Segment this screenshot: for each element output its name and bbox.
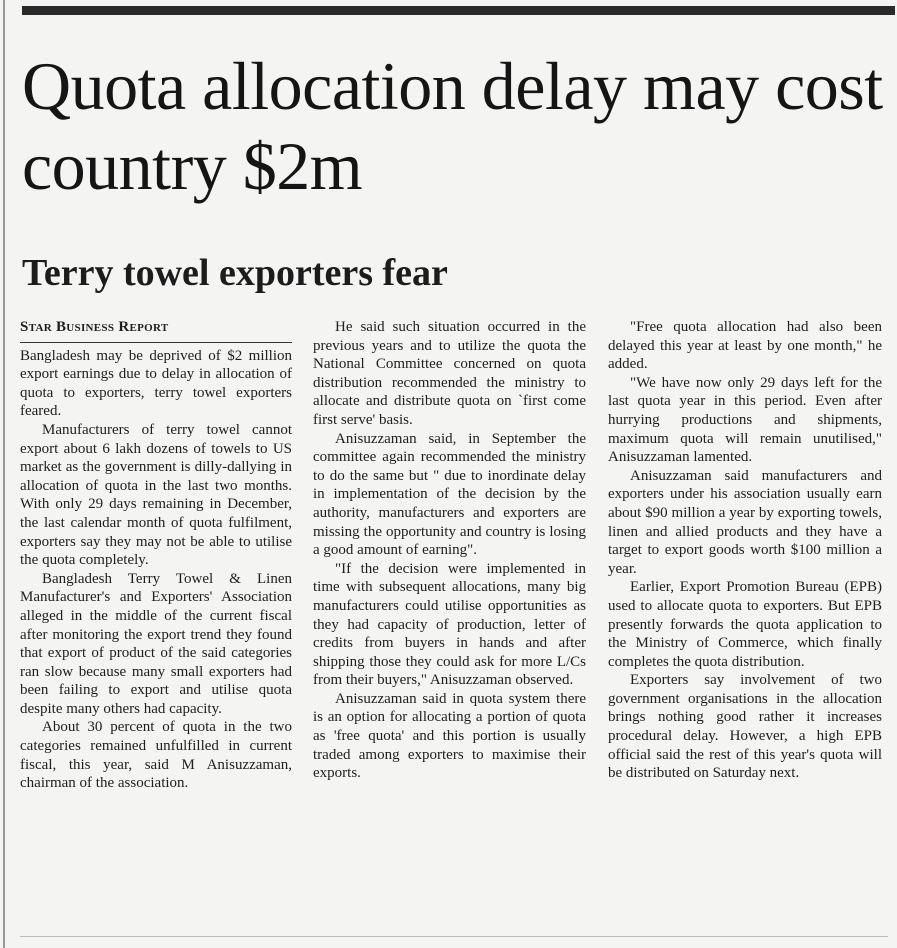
article-column-1	[20, 318, 292, 793]
paragraph: Manufacturers of terry towel cannot export about 6 lakh dozens of towels to US market as the government is dilly-dallying in allocation of quota in the last two months. With only 29 days remaining in December, the last calendar month of quota fulfilment, exporters say they may not be able to utilise the quota completely.	[20, 421, 292, 569]
bottom-rule	[20, 936, 888, 937]
paragraph: About 30 percent of quota in the two categories remained unfulfilled in current fiscal, this year, said M Anisuzzaman, chairman of the association.	[20, 719, 292, 792]
top-rule	[22, 6, 895, 15]
paragraph: Bangladesh Terry Towel & Linen Manufacturer's and Exporters' Association alleged in the middle of the current fiscal after monitoring the export trend they found that export of product of the said categories ran slow because many small exporters had been failing to export and utilise quota despite many others had capacity.	[20, 570, 292, 717]
paragraph: Anisuzzaman said in quota system there is an option for allocating a portion of quota as 'free quota' and this portion is usually traded among exporters to maximise their exports.	[313, 690, 586, 782]
paragraph: He said such situation occurred in the previous years and to utilize the quota the National Committee concerned on quota distribution recommended the ministry to allocate and distribute quota on `first come first serve' basis.	[313, 319, 586, 428]
left-edge-rule	[3, 0, 5, 948]
subheadline: Terry towel exporters fear	[22, 252, 448, 294]
headline: Quota allocation delay may cost country $2m	[22, 48, 883, 204]
paragraph: "If the decision were implemented in time with subsequent allocations, many big manufacturers could utilise opportunities as they had capacity of production, letter of credits from buyers in hands and after shipping those they could ask for more L/Cs from their buyers," Anisuzzaman observed.	[313, 560, 586, 689]
paragraph: Anisuzzaman said manufacturers and exporters under his association usually earn about $90 million a year by exporting towels, linen and allied products and they have a target to export goods worth $100 million a year.	[608, 467, 882, 577]
paragraph: Earlier, Export Promotion Bureau (EPB) used to allocate quota to exporters. But EPB presently forwards the quota application to the Ministry of Commerce, which finally completes the quota distribution.	[608, 579, 882, 670]
paragraph: Anisuzzaman said, in September the committee again recommended the ministry to do the same but " due to inordinate delay in implementation of the decision by the authority, manufacturers and exporters are missing the opportunity and country is losing a good amount of earning".	[313, 430, 586, 559]
article-column-2	[313, 318, 586, 783]
paragraph: Exporters say involvement of two government organisations in the allocation brings nothing good rather it increases procedural delay. However, a high EPB official said the rest of this year's quota will be distributed on Saturday next.	[608, 672, 882, 782]
paragraph: "Free quota allocation had also been delayed this year at least by one month," he added.	[608, 319, 882, 373]
article-column-3	[608, 318, 882, 783]
paragraph: Bangladesh may be deprived of $2 million export earnings due to delay in allocation of quota to exporters, terry towel exporters feared.	[20, 347, 292, 420]
paragraph: "We have now only 29 days left for the last quota year in this period. Even after hurrying productions and shipments, maximum quota will remain unutilised," Anisuzzaman lamented.	[608, 374, 882, 466]
byline: Star Business Report	[20, 318, 292, 343]
